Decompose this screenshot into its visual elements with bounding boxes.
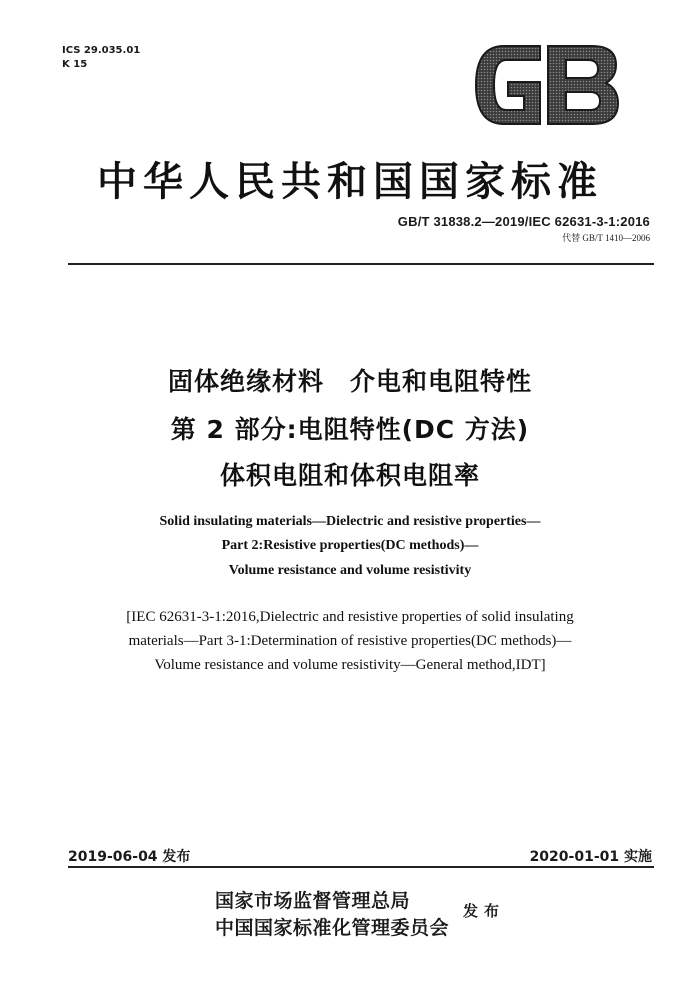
issue-date: 2019-06-04 发布: [68, 849, 191, 865]
standard-code-block: [398, 214, 650, 244]
iec-reference-line-1: [IEC 62631-3-1:2016,Dielectric and resistive properties of solid insulating: [126, 609, 574, 625]
footer-divider: [68, 866, 654, 868]
ics-block: [62, 44, 140, 72]
gb-logo-icon: [474, 44, 620, 126]
national-standard-title: 中华人民共和国国家标准: [97, 158, 603, 205]
cn-title-line-1: 固体绝缘材料 介电和电阻特性: [167, 367, 532, 396]
ics-code: ICS 29.035.01: [62, 45, 141, 56]
class-code: K 15: [62, 59, 88, 70]
issuer-samr: 国家市场监督管理总局: [215, 890, 411, 912]
issuers-block: [215, 888, 449, 942]
implementation-date: 2020-01-01 实施: [529, 849, 652, 865]
iec-reference-line-2: materials—Part 3-1:Determination of resistive properties(DC methods)—: [128, 633, 572, 649]
cn-title-line-2: 第 2 部分:电阻特性(DC 方法): [170, 415, 530, 444]
replaces-standard: 代替 GB/T 1410—2006: [562, 233, 650, 243]
en-title-line-2: Part 2:Resistive properties(DC methods)—: [221, 538, 479, 553]
en-title-line-1: Solid insulating materials—Dielectric and resistive properties—: [159, 514, 541, 529]
publish-label: 发布: [463, 902, 506, 920]
en-title-line-3: Volume resistance and volume resistivity: [228, 563, 472, 578]
cn-title-line-3: 体积电阻和体积电阻率: [219, 461, 480, 490]
iec-reference-line-3: Volume resistance and volume resistivity—General method,IDT]: [154, 657, 546, 673]
standard-number: GB/T 31838.2—2019/IEC 62631-3-1:2016: [397, 214, 650, 229]
issuer-sac: 中国国家标准化管理委员会: [215, 917, 450, 939]
header-divider: [68, 263, 654, 265]
